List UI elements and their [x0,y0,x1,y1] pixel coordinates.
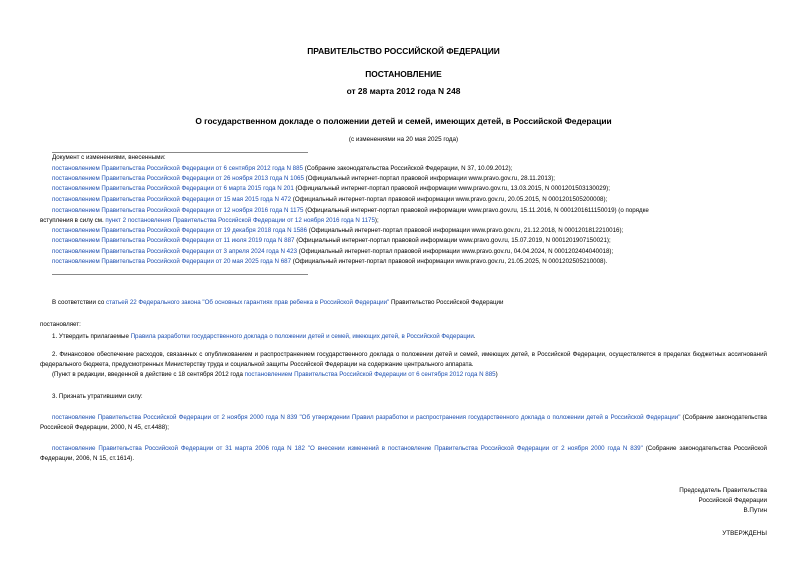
item-1-lead: 1. Утвердить прилагаемые [52,333,131,340]
repealed-2-tail: (Собрание законодательства Российской Федерации, 2006, N 15, ст.1614). [40,445,767,462]
repealed-1 [40,413,767,433]
change-link[interactable]: пункт 2 постановления Правительства Российской Федерации от 12 ноября 2016 года N 1175 [105,217,375,224]
change-tail: (Официальный интернет-портал правовой информации www.pravo.gov.ru, 15.11.2016, N 0001201611150019) (о порядке [303,207,649,214]
law-article-link[interactable]: статьей 22 Федерального закона "Об основных гарантиях прав ребенка в Российской Федерации" [105,299,390,306]
signatory-name: В.Путин [743,507,767,514]
rules-link[interactable]: Правила разработки государственного доклада о положении детей и семей, имеющих детей, в Российской Федерации [130,333,474,340]
change-item [52,236,611,246]
item-1-tail: . [473,333,476,340]
change-tail: ); [374,217,379,224]
preamble-lead: В соответствии со [52,299,106,306]
preamble-tail: Правительство Российской Федерации [389,299,504,306]
change-tail: (Официальный интернет-портал правовой информации www.pravo.gov.ru, 13.03.2015, N 0001201503130029); [293,185,610,192]
change-tail: (Собрание законодательства Российской Федерации, N 37, 10.09.2012); [302,165,513,172]
item-2-note-lead: (Пункт в редакции, введенной в действие с 18 сентября 2012 года [52,371,245,378]
change-item [52,164,512,174]
change-link[interactable]: постановлением Правительства Российской Федерации от 20 мая 2025 года N 687 [52,258,292,265]
change-link[interactable]: постановлением Правительства Российской Федерации от 6 марта 2015 года N 201 [52,185,294,192]
repealed-1-tail: (Собрание законодательства Российской Федерации, 2000, N 45, ст.4488); [40,414,767,431]
change-item-continued [40,216,379,226]
decrees-word: постановляет: [40,321,81,328]
repealed-1-link[interactable]: постановление Правительства Российской Федерации от 2 ноября 2000 года N 839 "Об утверждении Правил разработки и распространения государственного доклада о положении детей в Российской Федерации" [52,414,681,421]
item-2-note [52,370,498,380]
change-tail: (Официальный интернет-портал правовой информации www.pravo.gov.ru, 20.05.2015, N 0001201505200008); [291,196,608,203]
change-link[interactable]: постановлением Правительства Российской Федерации от 12 ноября 2016 года N 1175 [52,207,304,214]
item-2-note-link[interactable]: постановлением Правительства Российской Федерации от 6 сентября 2012 года N 885 [244,371,496,378]
change-link[interactable]: постановлением Правительства Российской Федерации от 3 апреля 2024 года N 423 [52,248,298,255]
change-item [52,247,613,257]
change-item [52,195,607,205]
change-tail: (Официальный интернет-портал правовой информации www.pravo.gov.ru, 21.12.2018, N 0001201812210016); [307,227,624,234]
preamble-paragraph [52,298,503,308]
signatory-position: Председатель Правительства [679,487,767,494]
item-3: 3. Признать утратившими силу: [52,393,143,400]
change-tail: (Официальный интернет-портал правовой информации www.pravo.gov.ru, 21.05.2025, N 0001202505210008). [291,258,608,265]
date-number-heading: от 28 марта 2012 года N 248 [346,86,461,96]
amend-note: (с изменениями на 20 мая 2025 года) [348,136,459,143]
change-item [52,226,623,236]
document-title: О государственном докладе о положении детей и семей, имеющих детей, в Российской Федерации [195,116,612,126]
divider-bottom [52,274,308,275]
changes-intro: Документ с изменениями, внесенными: [52,154,166,161]
change-link[interactable]: постановлением Правительства Российской Федерации от 11 июля 2019 года N 887 [52,237,295,244]
item-2-note-tail: ) [495,371,498,378]
repealed-2-link[interactable]: постановление Правительства Российской Федерации от 31 марта 2006 года N 182 "О внесении изменений в постановление Правительства Российской Федерации от 2 ноября 2000 года N 839" [52,445,643,452]
repealed-2 [40,444,767,464]
change-item [52,206,649,216]
change-tail: (Официальный интернет-портал правовой информации www.pravo.gov.ru, 28.11.2013); [303,175,555,182]
item-1 [52,332,476,342]
doc-type-heading: ПОСТАНОВЛЕНИЕ [365,69,442,79]
change-link[interactable]: постановлением Правительства Российской Федерации от 15 мая 2015 года N 472 [52,196,292,203]
approved-label: УТВЕРЖДЕНЫ [722,530,767,537]
change-item [52,174,555,184]
change-tail: (Официальный интернет-портал правовой информации www.pravo.gov.ru, 15.07.2019, N 0001201907150021); [294,237,611,244]
org-heading: ПРАВИТЕЛЬСТВО РОССИЙСКОЙ ФЕДЕРАЦИИ [307,46,500,56]
change-lead: вступления в силу см. [40,217,106,224]
change-link[interactable]: постановлением Правительства Российской Федерации от 6 сентября 2012 года N 885 [52,165,303,172]
item-2: 2. Финансовое обеспечение расходов, связанных с опубликованием и распространением государственного доклада о положении детей и семей, имеющих детей, в Российской Федерации, осуществляется в пределах бюджетных ассигнований федерального бюджета, предусмотренных Министерству труда и социальной защиты Российской Федерации на содержание центрального аппарата. [40,351,767,368]
change-tail: (Официальный интернет-портал правовой информации www.pravo.gov.ru, 04.04.2024, N 0001202404040018); [297,248,614,255]
signatory-country: Российской Федерации [698,497,767,504]
change-link[interactable]: постановлением Правительства Российской Федерации от 26 ноября 2013 года N 1065 [52,175,304,182]
change-item [52,184,610,194]
change-link[interactable]: постановлением Правительства Российской Федерации от 19 декабря 2018 года N 1586 [52,227,308,234]
change-item [52,257,607,267]
